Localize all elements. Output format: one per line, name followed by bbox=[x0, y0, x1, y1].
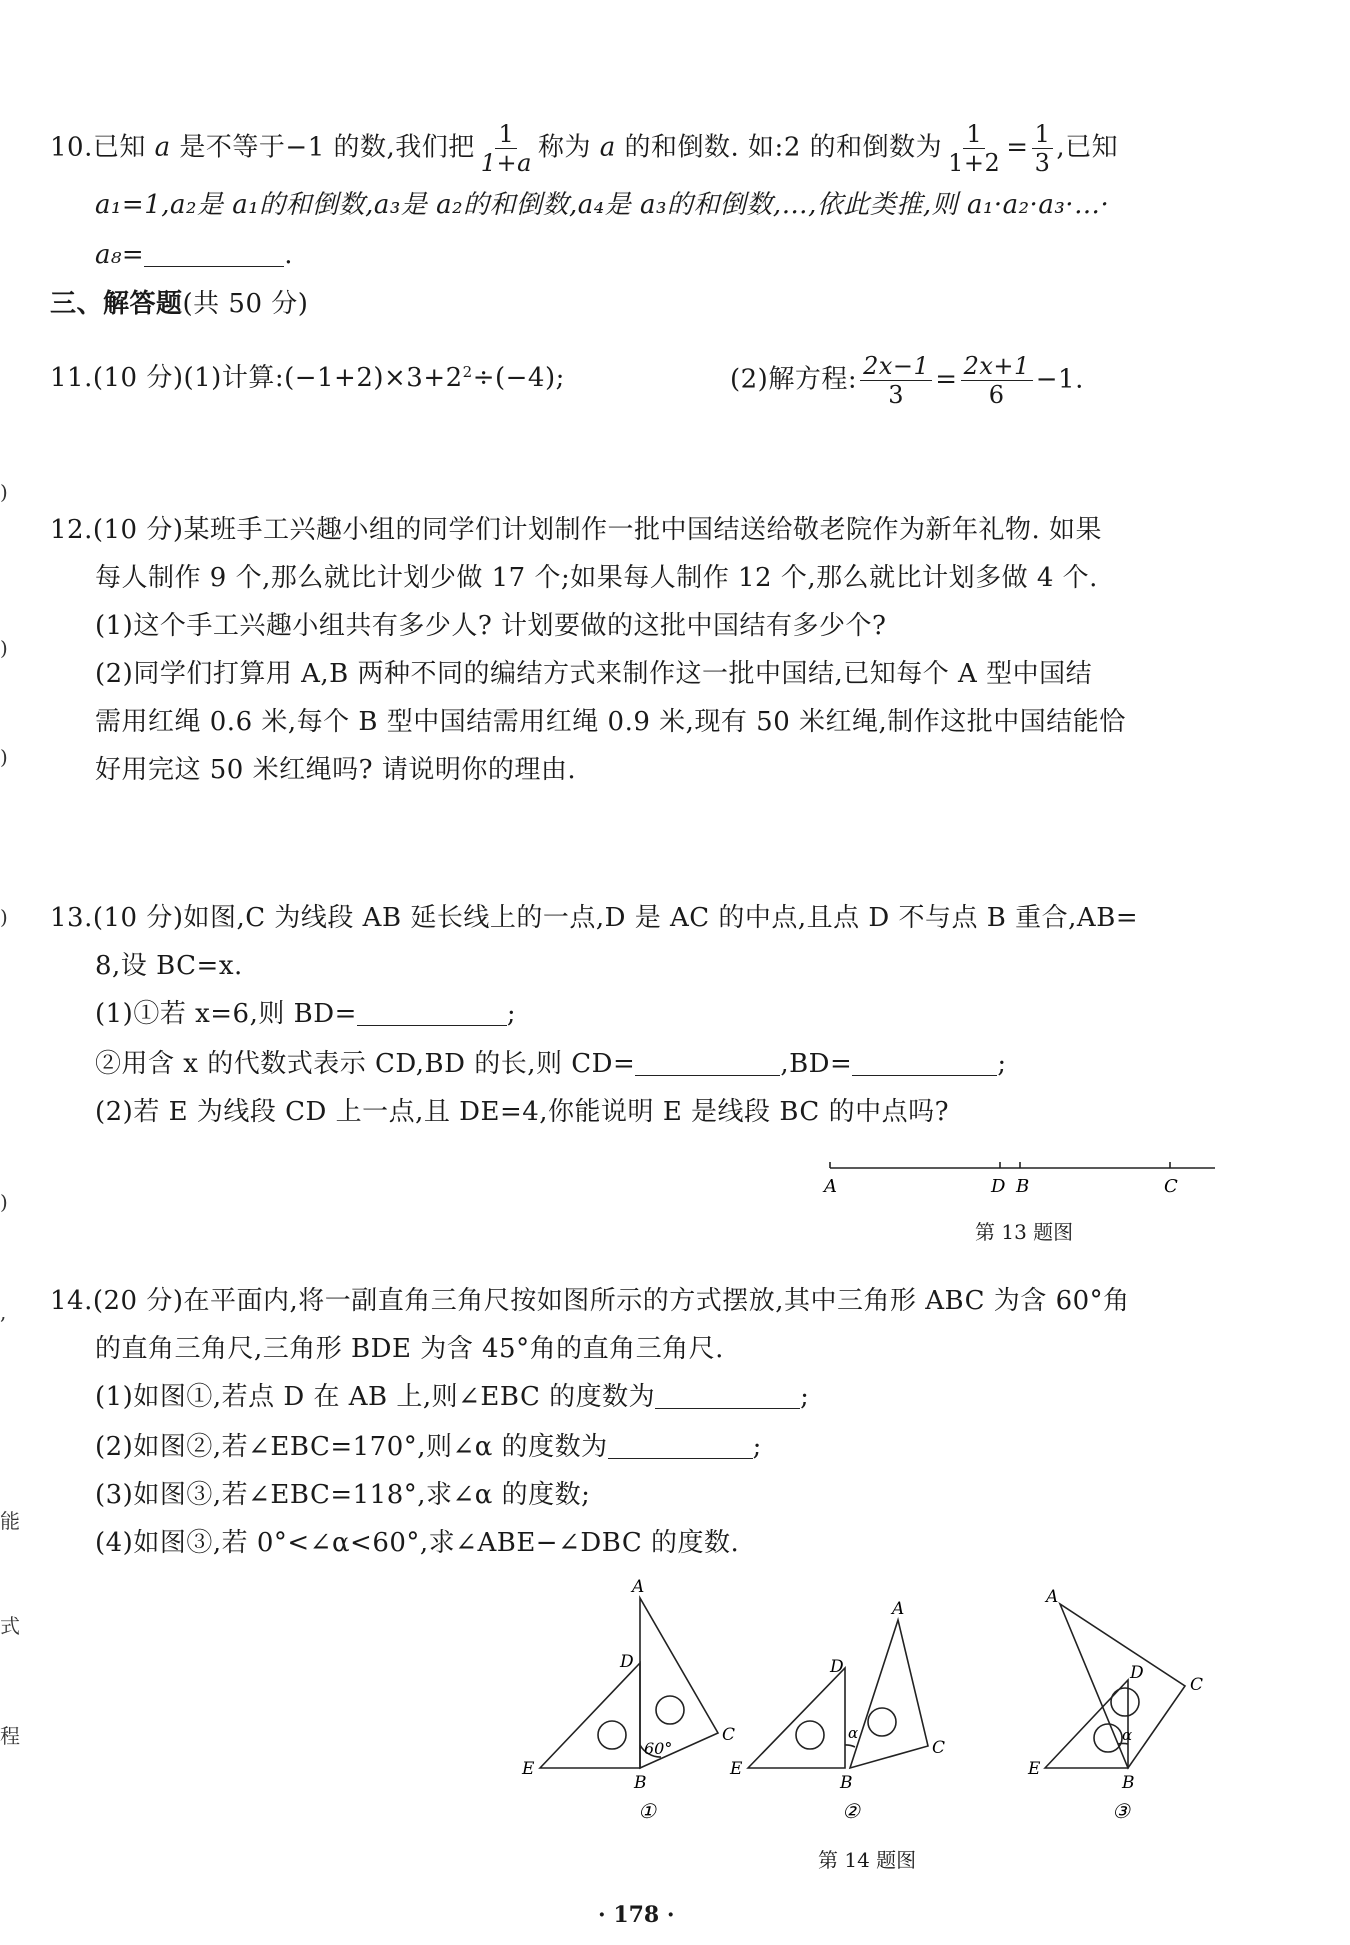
answer-blank[interactable] bbox=[655, 1382, 800, 1409]
edge-mark: 能 bbox=[0, 1509, 20, 1533]
page-number: · 178 · bbox=[598, 1902, 675, 1928]
point-label-a: A bbox=[824, 1176, 837, 1197]
figure-number: ③ bbox=[1112, 1799, 1130, 1823]
answer-blank[interactable] bbox=[608, 1432, 753, 1459]
q13-line-4: ②用含 x 的代数式表示 CD,BD 的长,则 CD= ,BD= ; bbox=[95, 1049, 1007, 1079]
point-label-e: E bbox=[730, 1759, 743, 1779]
q10-line-3: a₈= . bbox=[95, 240, 293, 270]
fraction: $\frac{2x-1}{3}$ bbox=[860, 352, 932, 409]
q14-line-2: 的直角三角尺,三角形 BDE 为含 45°角的直角三角尺. bbox=[95, 1334, 724, 1364]
figure-caption: 第 14 题图 bbox=[818, 1848, 917, 1872]
figure-number: ① bbox=[638, 1799, 656, 1823]
q12-line: 需用红绳 0.6 米,每个 B 型中国结需用红绳 0.9 米,现有 50 米红绳,制作这批中国结能恰 bbox=[95, 707, 1126, 737]
point-label-a: A bbox=[632, 1578, 645, 1597]
q10-number: 10. bbox=[50, 132, 93, 163]
edge-mark: 程 bbox=[0, 1724, 20, 1748]
q10-line-2: a₁=1,a₂是 a₁的和倒数,a₃是 a₂的和倒数,a₄是 a₃的和倒数,…,依此类推,则 a₁·a₂·a₃·…· bbox=[95, 190, 1110, 220]
q12-line: 好用完这 50 米红绳吗? 请说明你的理由. bbox=[95, 755, 577, 785]
q14-line-4: (2)如图②,若∠EBC=170°,则∠α 的度数为 ; bbox=[95, 1432, 762, 1462]
q11-part-2: (2)解方程: $\frac{2x-1}{3}$ = $\frac{2x+1}{6}$ −1. bbox=[730, 352, 1084, 409]
q14-line-5: (3)如图③,若∠EBC=118°,求∠α 的度数; bbox=[95, 1480, 591, 1510]
point-label-d: D bbox=[991, 1176, 1006, 1197]
fraction: $\frac{1}{1+a}$ bbox=[480, 120, 532, 177]
q11-line: 11.(10 分)(1)计算$:(-1+2)\times 3+2^2\div(-4)$; bbox=[50, 363, 565, 393]
edge-mark: 式 bbox=[0, 1614, 20, 1638]
q12-line: (1)这个手工兴趣小组共有多少人? 计划要做的这批中国结有多少个? bbox=[95, 611, 887, 641]
point-label-d: D bbox=[830, 1657, 844, 1677]
q14-figures bbox=[510, 1578, 1250, 1828]
point-label-a: A bbox=[1046, 1587, 1059, 1607]
edge-mark: ) bbox=[0, 905, 8, 929]
edge-mark: ) bbox=[0, 480, 8, 504]
point-label-d: D bbox=[1130, 1663, 1144, 1683]
point-label-b: B bbox=[634, 1773, 647, 1793]
point-label-e: E bbox=[522, 1759, 535, 1779]
q14-line-1: 14.(20 分)在平面内,将一副直角三角尺按如图所示的方式摆放,其中三角形 ABC 为含 60°角 bbox=[50, 1286, 1130, 1316]
figure-caption: 第 13 题图 bbox=[975, 1220, 1074, 1244]
q13-line-1: 13.(10 分)如图,C 为线段 AB 延长线上的一点,D 是 AC 的中点,且点 D 不与点 B 重合,AB= bbox=[50, 903, 1139, 933]
edge-mark: ) bbox=[0, 1190, 8, 1214]
section-heading: 三、解答题(共 50 分) bbox=[50, 289, 309, 319]
q10-line-1: 10.已知 a 是不等于−1 的数,我们把 $\frac{1}{1+a}$ 称为 a 的和倒数. 如:2 的和倒数为 $\frac{1}{1+2}$ = $\frac{1}{3}$ ,已知 bbox=[50, 120, 1119, 177]
point-label-c: C bbox=[722, 1725, 736, 1745]
alpha-label: α bbox=[848, 1724, 859, 1742]
answer-blank[interactable] bbox=[357, 999, 507, 1026]
q13-line-5: (2)若 E 为线段 CD 上一点,且 DE=4,你能说明 E 是线段 BC 的中点吗? bbox=[95, 1097, 950, 1127]
alpha-label: α bbox=[1122, 1726, 1133, 1744]
point-label-c: C bbox=[1164, 1176, 1178, 1197]
edge-mark: , bbox=[0, 1300, 7, 1324]
point-label-e: E bbox=[1028, 1759, 1041, 1779]
answer-blank[interactable] bbox=[635, 1049, 780, 1076]
answer-blank[interactable] bbox=[852, 1049, 997, 1076]
angle-label: 60° bbox=[644, 1739, 673, 1758]
point-label-b: B bbox=[1122, 1773, 1135, 1793]
figure-number: ② bbox=[842, 1799, 860, 1823]
point-label-a: A bbox=[892, 1599, 905, 1619]
q13-line-2: 8,设 BC=x. bbox=[95, 951, 243, 981]
q12-line: 每人制作 9 个,那么就比计划少做 17 个;如果每人制作 12 个,那么就比计划多做 4 个. bbox=[95, 563, 1098, 593]
q12-line: (2)同学们打算用 A,B 两种不同的编结方式来制作这一批中国结,已知每个 A 型中国结 bbox=[95, 659, 1093, 689]
point-label-c: C bbox=[1190, 1675, 1204, 1695]
edge-mark: ) bbox=[0, 636, 8, 660]
point-label-b: B bbox=[1016, 1176, 1030, 1197]
q12-line: 12.(10 分)某班手工兴趣小组的同学们计划制作一批中国结送给敬老院作为新年礼物. 如果 bbox=[50, 515, 1103, 545]
fraction: $\frac{1}{3}$ bbox=[1032, 120, 1054, 177]
answer-blank[interactable] bbox=[144, 240, 284, 267]
fraction: $\frac{2x+1}{6}$ bbox=[961, 352, 1033, 409]
q13-figure bbox=[810, 1150, 1230, 1200]
point-label-d: D bbox=[620, 1652, 634, 1672]
edge-mark: ) bbox=[0, 745, 8, 769]
q13-line-3: (1)①若 x=6,则 BD= ; bbox=[95, 999, 517, 1029]
point-label-c: C bbox=[932, 1738, 946, 1758]
point-label-b: B bbox=[840, 1773, 853, 1793]
fraction: $\frac{1}{1+2}$ bbox=[948, 120, 1001, 177]
q14-line-6: (4)如图③,若 0°<∠α<60°,求∠ABE−∠DBC 的度数. bbox=[95, 1528, 740, 1558]
q14-line-3: (1)如图①,若点 D 在 AB 上,则∠EBC 的度数为 ; bbox=[95, 1382, 810, 1412]
